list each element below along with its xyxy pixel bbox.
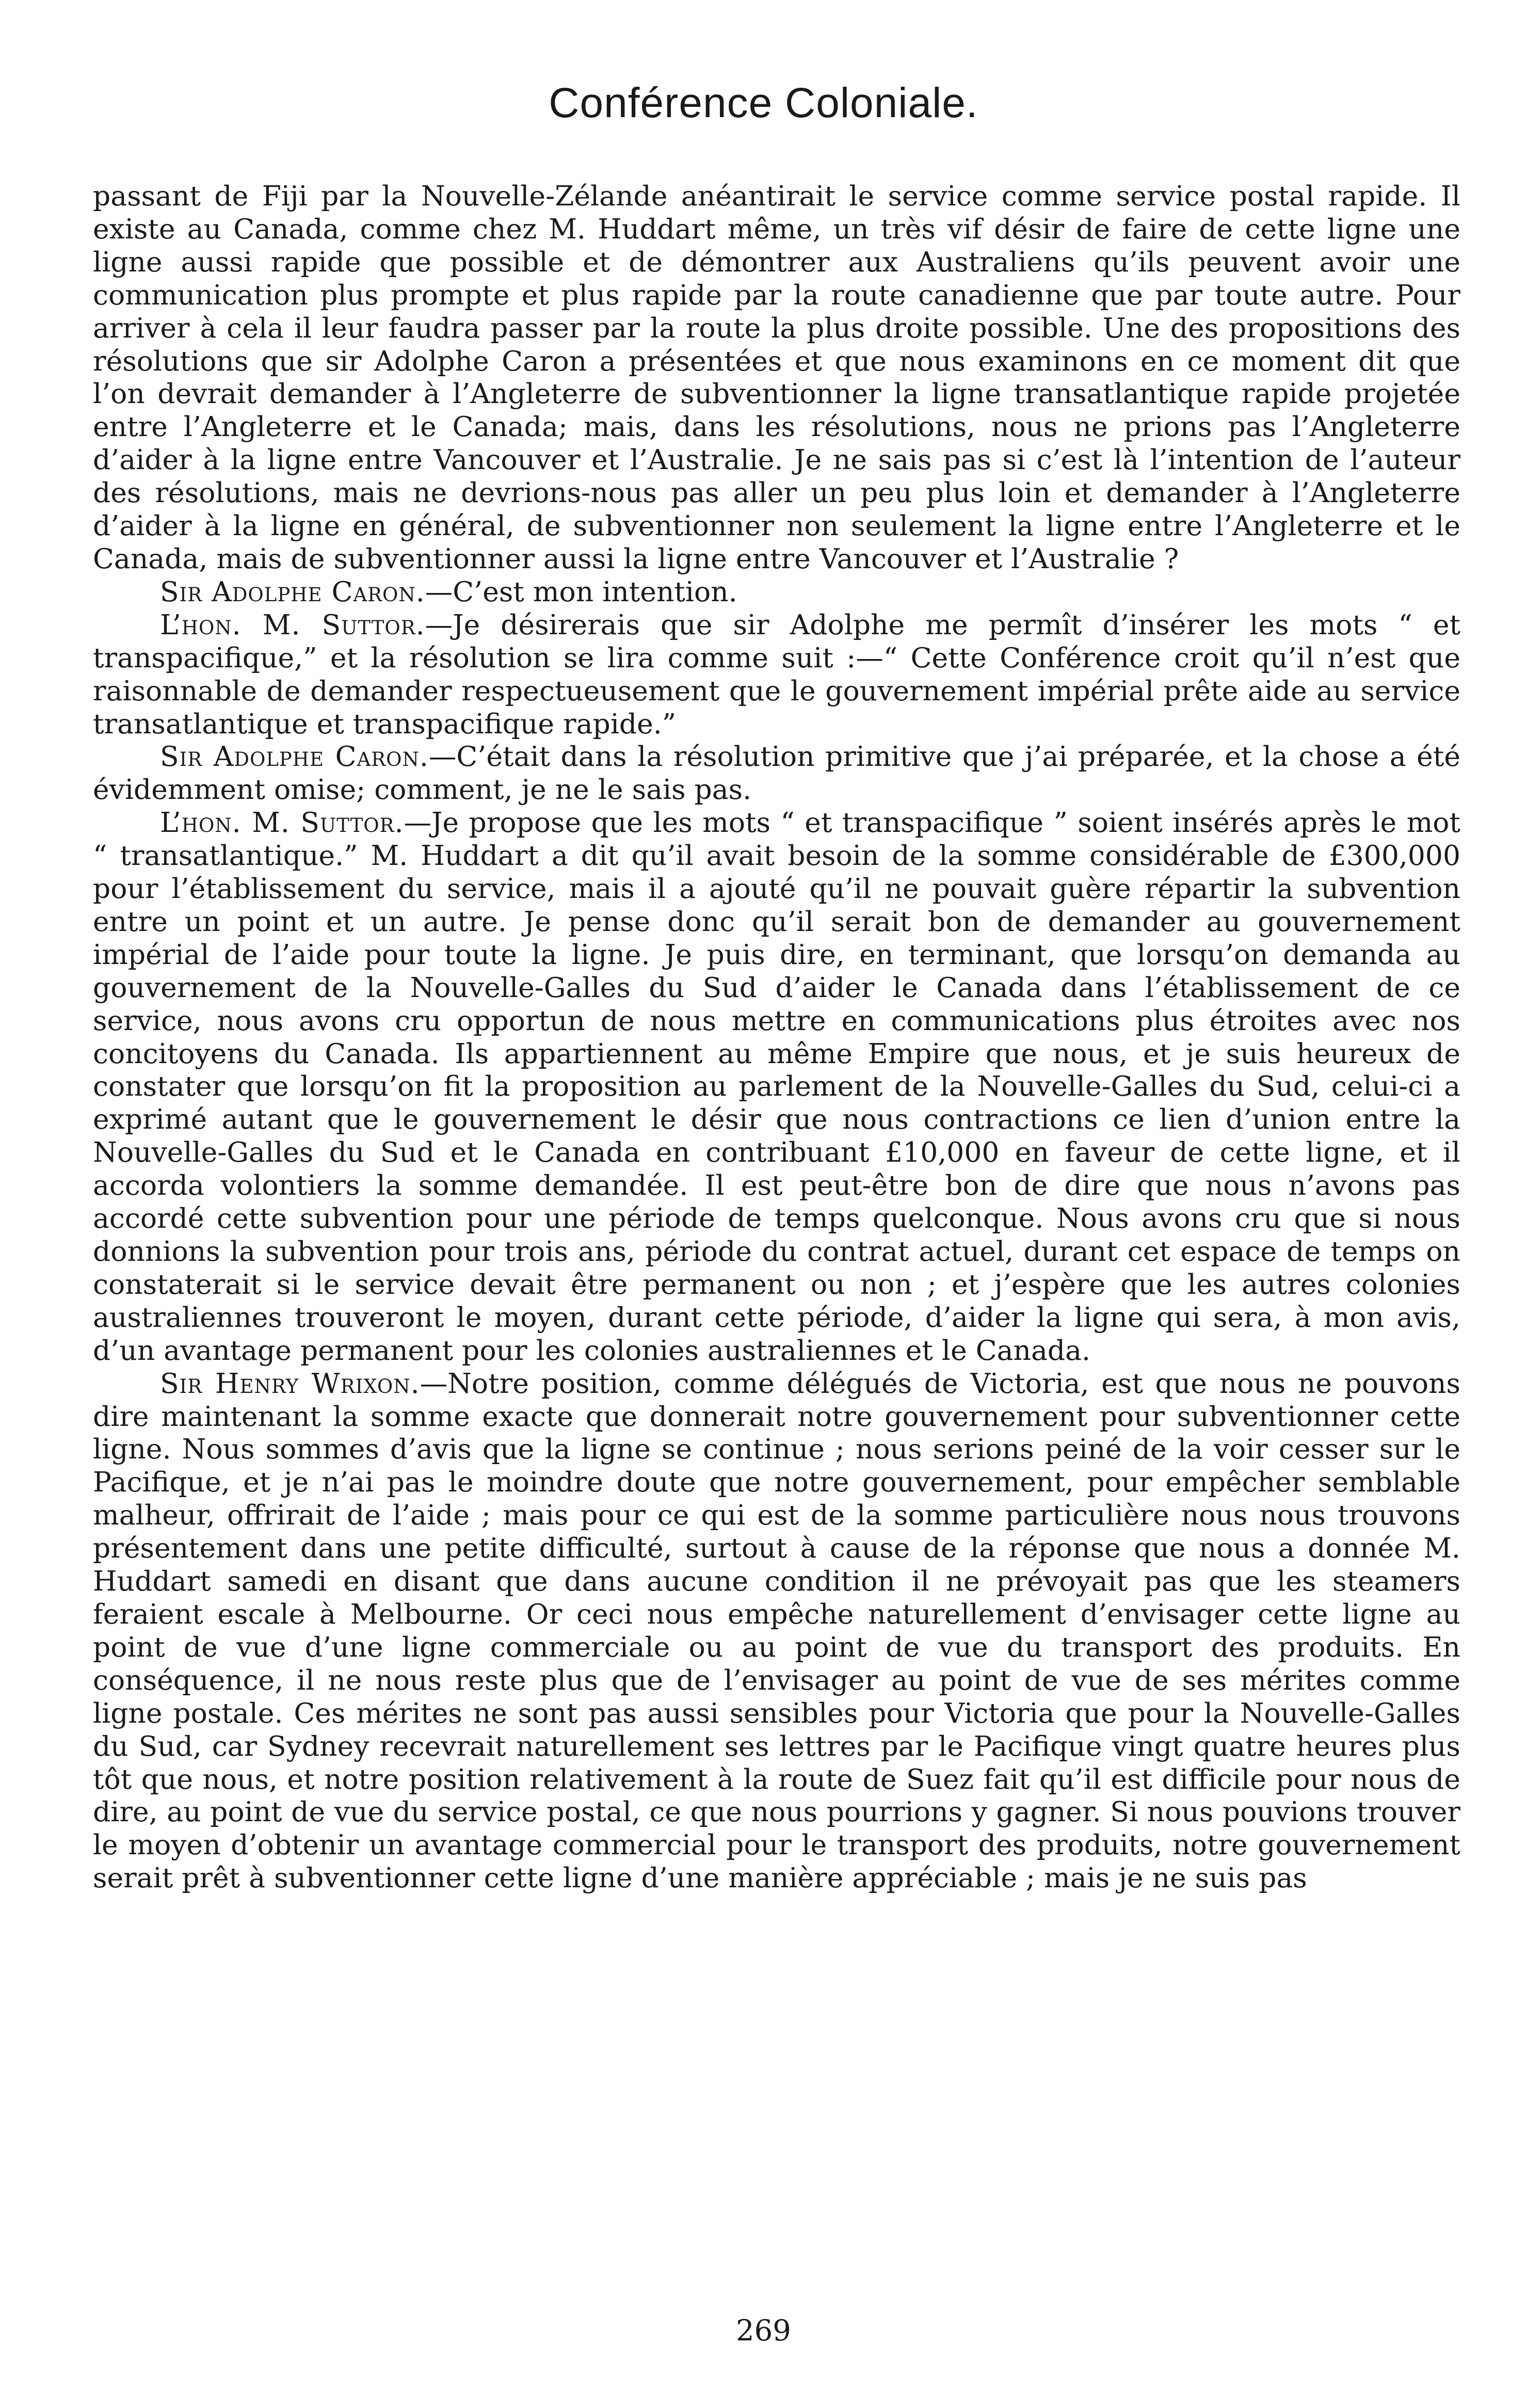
speaker-name: Sir Adolphe Caron.	[160, 575, 425, 608]
paragraph	[93, 806, 1460, 1367]
paragraph-text: —Je propose que les mots “ et transpacifique ” soient insérés après le mot “ transatlantique.” M. Huddart a dit qu’il avait besoin de la somme considérable de £300,000 pour l’établissement du service, mais il a ajouté qu’il ne pouvait guère répartir la subvention entre un point et un autre. Je pense donc qu’il serait bon de demander au gouvernement impérial de l’aide pour toute la ligne. Je puis dire, en terminant, que lorsqu’on demanda au gouvernement de la Nouvelle-Galles du Sud d’aider le Canada dans l’établissement de ce service, nous avons cru opportun de nous mettre en communications plus étroites avec nos concitoyens du Canada. Ils appartiennent au même Empire que nous, et je suis heureux de constater que lorsqu’on fit la proposition au parlement de la Nouvelle-Galles du Sud, celui-ci a exprimé autant que le gouvernement le désir que nous contractions ce lien d’union entre la Nouvelle-Galles du Sud et le Canada en contribuant £10,000 en faveur de cette ligne, et il accorda volontiers la somme demandée. Il est peut-être bon de dire que nous n’avons pas accordé cette subvention pour une période de temps quelconque. Nous avons cru que si nous donnions la subvention pour trois ans, période du contrat actuel, durant cet espace de temps on constaterait si le service devait être permanent ou non ; et j’espère que les autres colonies australiennes trouveront le moyen, durant cette période, d’aider la ligne qui sera, à mon avis, d’un avantage permanent pour les colonies australiennes et le Canada.	[93, 806, 1461, 1367]
speaker-name: Sir Henry Wrixon.	[160, 1367, 420, 1400]
body-text	[93, 180, 1460, 1895]
running-title: Conférence Coloniale.	[549, 79, 978, 126]
paragraph	[93, 1367, 1460, 1895]
paragraph-text: —Notre position, comme délégués de Victoria, est que nous ne pouvons dire maintenant la somme exacte que donnerait notre gouvernement pour subventionner cette ligne. Nous sommes d’avis que la ligne se continue ; nous serions peiné de la voir cesser sur le Pacifique, et je n’ai pas le moindre doute que notre gouvernement, pour empêcher semblable malheur, offrirait de l’aide ; mais pour ce qui est de la somme particulière nous nous trouvons présentement dans une petite difficulté, surtout à cause de la réponse que nous a donnée M. Huddart samedi en disant que dans aucune condition il ne prévoyait pas que les steamers feraient escale à Melbourne. Or ceci nous empêche naturellement d’envisager cette ligne au point de vue d’une ligne commerciale ou au point de vue du transport des produits. En conséquence, il ne nous reste plus que de l’envisager au point de vue de ses mérites comme ligne postale. Ces mérites ne sont pas aussi sensibles pour Victoria que pour la Nouvelle-Galles du Sud, car Sydney recevrait naturellement ses lettres par le Pacifique vingt quatre heures plus tôt que nous, et notre position relativement à la route de Suez fait qu’il est difficile pour nous de dire, au point de vue du service postal, ce que nous pourrions y gagner. Si nous pouvions trouver le moyen d’obtenir un avantage commercial pour le transport des produits, notre gouvernement serait prêt à subventionner cette ligne d’une manière appréciable ; mais je ne suis pas	[93, 1367, 1460, 1895]
paragraph	[93, 180, 1460, 575]
paragraph-text: —C’est mon intention.	[425, 575, 737, 608]
speaker-name: L’hon. M. Suttor.	[160, 608, 425, 641]
paragraph	[93, 608, 1460, 741]
paragraph	[93, 575, 1460, 608]
speaker-name: Sir Adolphe Caron.	[160, 740, 429, 773]
paragraph-text: —C’était dans la résolution primitive que j’ai préparée, et la chose a été évidemment omise; comment, je ne le sais pas.	[93, 740, 1460, 806]
page-number: 269	[736, 2314, 791, 2348]
speaker-name: L’hon. M. Suttor.	[160, 806, 404, 839]
paragraph-text: passant de Fiji par la Nouvelle-Zélande anéantirait le service comme service postal rapide. Il existe au Canada, comme chez M. Huddart même, un très vif désir de faire de cette ligne une ligne aussi rapide que possible et de démontrer aux Australiens qu’ils peuvent avoir une communication plus prompte et plus rapide par la route canadienne que par toute autre. Pour arriver à cela il leur faudra passer par la route la plus droite possible. Une des propositions des résolutions que sir Adolphe Caron a présentées et que nous examinons en ce moment dit que l’on devrait demander à l’Angleterre de subventionner la ligne transatlantique rapide projetée entre l’Angleterre et le Canada; mais, dans les résolutions, nous ne prions pas l’Angleterre d’aider à la ligne entre Vancouver et l’Australie. Je ne sais pas si c’est là l’intention de l’auteur des résolutions, mais ne devrions-nous pas aller un peu plus loin et demander à l’Angleterre d’aider à la ligne en général, de subventionner non seulement la ligne entre l’Angleterre et le Canada, mais de subventionner aussi la ligne entre Vancouver et l’Australie ?	[93, 180, 1460, 575]
paragraph-text: —Je désirerais que sir Adolphe me permît d’insérer les mots “ et transpacifique,” et la résolution se lira comme suit :—“ Cette Conférence croit qu’il n’est que raisonnable de demander respectueusement que le gouvernement impérial prête aide au service transatlantique et transpacifique rapide.”	[93, 608, 1461, 740]
paragraph	[93, 740, 1460, 806]
